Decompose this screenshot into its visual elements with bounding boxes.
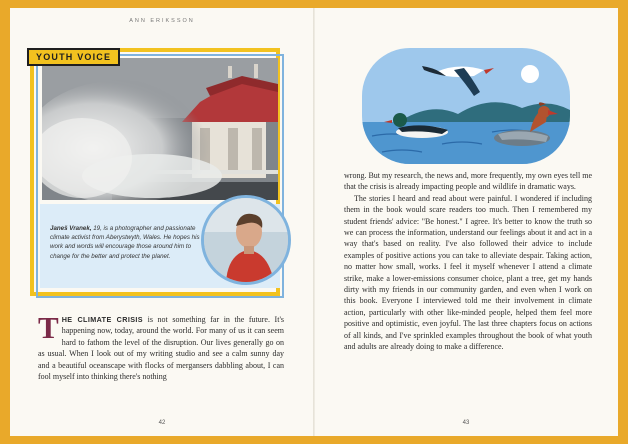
merganser-illustration [362, 48, 570, 164]
running-head: ANN ERIKSSON [129, 18, 195, 24]
drop-cap: T [38, 310, 59, 345]
left-page [10, 8, 314, 436]
page-number-left: 42 [158, 420, 166, 426]
caption-text: 19, is a photographer and passionate climate activist from Aberystwyth, Wales. He hopes his work and words will encourage those around him to change for the better and protect the planet. [50, 225, 200, 260]
storm-photo [42, 58, 278, 200]
portrait-photo [201, 195, 291, 285]
caption-name: Janeš Vranek, [50, 225, 92, 232]
book-spread [10, 8, 618, 436]
photo-caption [50, 224, 200, 261]
right-body-text [344, 170, 592, 353]
right-page [314, 8, 618, 436]
page-number-right: 43 [462, 420, 470, 426]
youth-voice-badge: YOUTH VOICE [27, 48, 120, 66]
right-paragraph-1: wrong. But my research, the news and, more frequently, my own eyes tell me that the crisis is already impacting people and wildlife in dramatic ways. [344, 171, 592, 192]
left-body-text [38, 310, 284, 382]
lead-in: HE CLIMATE CRISIS [61, 315, 144, 324]
right-paragraph-2: The stories I heard and read about were painful. I wondered if including them in the book would scare readers too much. Then I remembered my student friends' advice: "Be honest." I agree. It's better to know the truth so we can process the information, understand our feelings about it and act in a way that's based on reality. I've also followed their advice to include examples of positive actions you can take to alleviate despair. Taking action, no matter how small, works. I feel it myself whenever I attend a climate strike, make a lower-emissions consumer choice, plant a tree, get my hands dirty with my friends in our community garden, and even when I work on this book. Everyone I interviewed told me their involvement in climate action, particularly with other like-minded people, helped them feel more positive and optimistic, even joyful. The last three chapters focus on actions of all kinds, and I've sprinkled examples throughout the book of what youth and adults are already doing to make a difference. [344, 193, 592, 352]
left-paragraph: is not something far in the future. It's happening now, today, around the world. For many of us it can seem hard to fathom the level of the disruption. Our lives generally go on as usual. When I look out of my writing studio and see a calm sunny day and a beautiful oceanscape with flocks of mergansers dabbling about, I can fool myself into thinking there's nothing [38, 315, 284, 382]
